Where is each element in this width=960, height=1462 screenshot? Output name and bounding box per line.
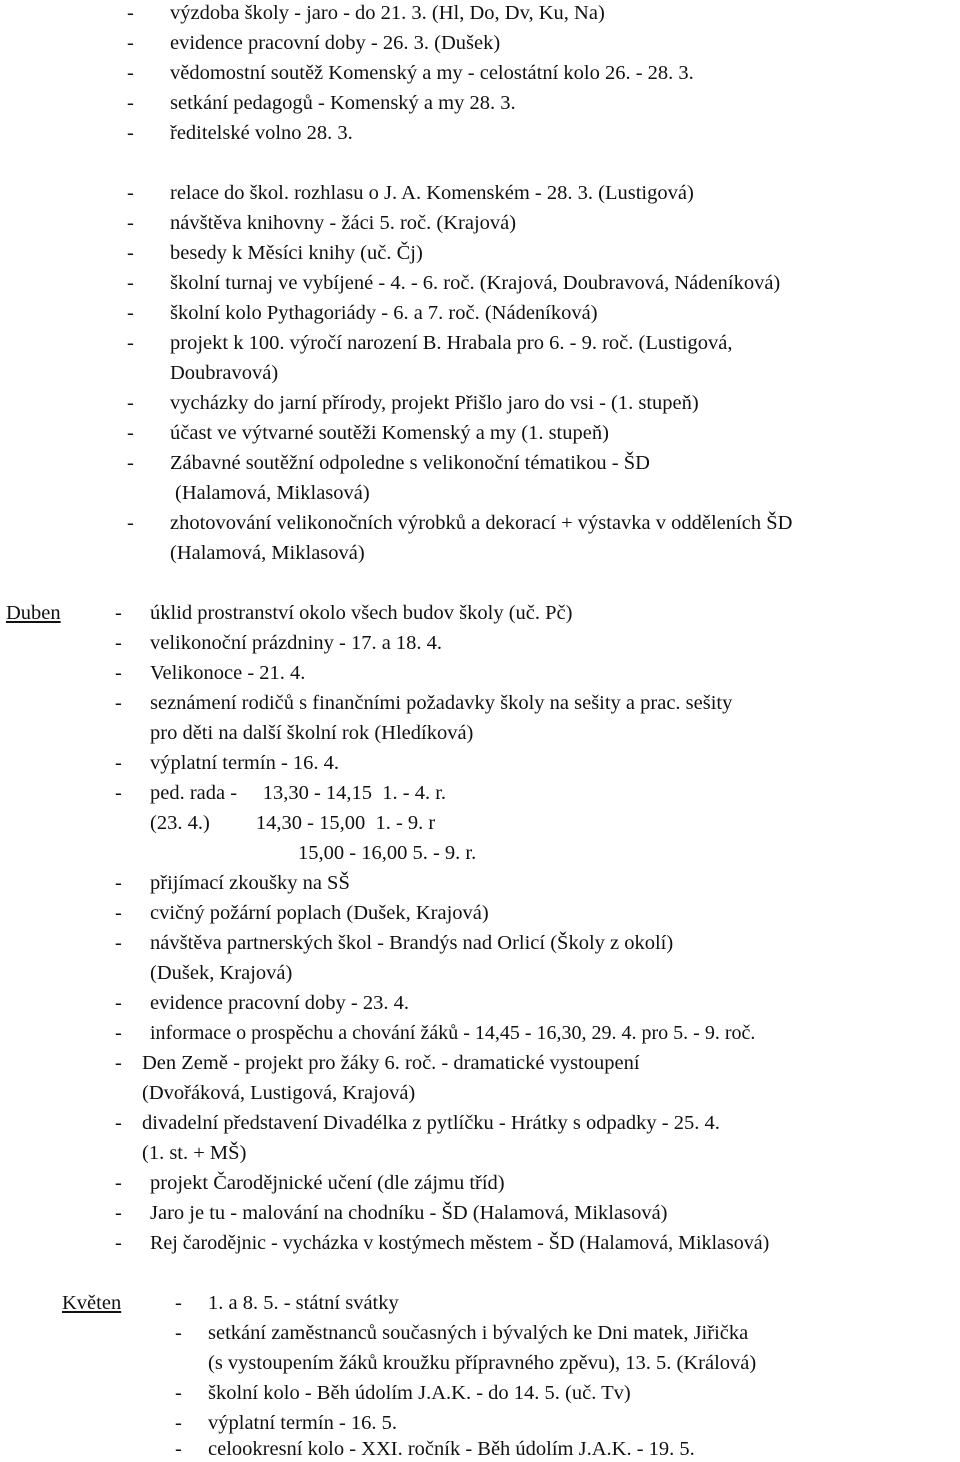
- list-item: účast ve výtvarné soutěži Komenský a my (1. stupeň): [170, 422, 609, 444]
- list-dash: -: [175, 1382, 182, 1404]
- list-dash: -: [127, 212, 134, 234]
- list-item-continuation: (Dvořáková, Lustigová, Krajová): [142, 1082, 416, 1104]
- list-item: návštěva partnerských škol - Brandýs nad Orlicí (Školy z okolí): [150, 932, 674, 954]
- list-item: projekt Čarodějnické učení (dle zájmu tříd): [150, 1172, 505, 1194]
- list-dash: -: [127, 422, 134, 444]
- list-item: evidence pracovní doby - 26. 3. (Dušek): [170, 32, 501, 54]
- list-dash: -: [115, 872, 122, 894]
- list-item: úklid prostranství okolo všech budov školy (uč. Pč): [150, 602, 573, 624]
- list-dash: -: [127, 122, 134, 144]
- list-item: setkání zaměstnanců současných i bývalých ke Dni matek, Jiřička: [208, 1322, 749, 1344]
- list-dash: -: [115, 602, 122, 624]
- list-item: evidence pracovní doby - 23. 4.: [150, 992, 410, 1014]
- list-item: návštěva knihovny - žáci 5. roč. (Krajová): [170, 212, 517, 234]
- list-dash: -: [175, 1412, 182, 1434]
- list-item: Velikonoce - 21. 4.: [150, 662, 306, 684]
- list-item: školní kolo Pythagoriády - 6. a 7. roč. (Nádeníková): [170, 302, 598, 324]
- list-item: školní turnaj ve vybíjené - 4. - 6. roč. (Krajová, Doubravová, Nádeníková): [170, 272, 781, 294]
- list-item: celookresní kolo - XXI. ročník - Běh údolím J.A.K. - 19. 5.: [208, 1438, 695, 1460]
- list-dash: -: [115, 932, 122, 954]
- list-dash: -: [115, 1052, 122, 1074]
- list-dash: -: [127, 32, 134, 54]
- list-item-continuation: (Dušek, Krajová): [150, 962, 293, 984]
- list-item: výplatní termín - 16. 4.: [150, 752, 340, 774]
- list-dash: -: [115, 1172, 122, 1194]
- list-item: přijímací zkoušky na SŠ: [150, 872, 350, 894]
- list-item: zhotovování velikonočních výrobků a dekorací + výstavka v odděleních ŠD: [170, 512, 793, 534]
- list-dash: -: [115, 632, 122, 654]
- list-dash: -: [127, 272, 134, 294]
- list-item-continuation: (Halamová, Miklasová): [175, 482, 370, 504]
- list-dash: -: [127, 242, 134, 264]
- list-item: výplatní termín - 16. 5.: [208, 1412, 398, 1434]
- list-item-continuation: 15,00 - 16,00 5. - 9. r.: [298, 842, 477, 864]
- list-item: vědomostní soutěž Komenský a my - celostátní kolo 26. - 28. 3.: [170, 62, 694, 84]
- list-item: výzdoba školy - jaro - do 21. 3. (Hl, Do, Dv, Ku, Na): [170, 2, 605, 24]
- list-dash: -: [127, 92, 134, 114]
- list-dash: -: [127, 392, 134, 414]
- list-dash: -: [115, 992, 122, 1014]
- list-dash: -: [127, 302, 134, 324]
- list-item: divadelní představení Divadélka z pytlíčku - Hrátky s odpadky - 25. 4.: [142, 1112, 720, 1134]
- list-item: Zábavné soutěžní odpoledne s velikonoční tématikou - ŠD: [170, 452, 650, 474]
- list-item-continuation: Doubravová): [170, 362, 279, 384]
- list-dash: -: [115, 1232, 122, 1254]
- list-item-continuation: pro děti na další školní rok (Hledíková): [150, 722, 474, 744]
- list-item: Den Země - projekt pro žáky 6. roč. - dramatické vystoupení: [142, 1052, 640, 1074]
- list-dash: -: [115, 752, 122, 774]
- list-dash: -: [127, 182, 134, 204]
- list-dash: -: [175, 1292, 182, 1314]
- list-item-continuation: (s vystoupením žáků kroužku přípravného zpěvu), 13. 5. (Králová): [208, 1352, 757, 1374]
- list-dash: -: [115, 692, 122, 714]
- list-item: Rej čarodějnic - vycházka v kostýmech městem - ŠD (Halamová, Miklasová): [150, 1232, 770, 1254]
- list-item: velikonoční prázdniny - 17. a 18. 4.: [150, 632, 443, 654]
- list-item: ped. rada - 13,30 - 14,15 1. - 4. r.: [150, 782, 447, 804]
- list-dash: -: [115, 782, 122, 804]
- list-item: setkání pedagogů - Komenský a my 28. 3.: [170, 92, 516, 114]
- list-item-continuation: (23. 4.) 14,30 - 15,00 1. - 9. r: [150, 812, 436, 834]
- list-dash: -: [127, 332, 134, 354]
- list-item: projekt k 100. výročí narození B. Hrabala pro 6. - 9. roč. (Lustigová,: [170, 332, 733, 354]
- list-item: školní kolo - Běh údolím J.A.K. - do 14. 5. (uč. Tv): [208, 1382, 631, 1404]
- list-item: 1. a 8. 5. - státní svátky: [208, 1292, 399, 1314]
- list-item: relace do škol. rozhlasu o J. A. Komenském - 28. 3. (Lustigová): [170, 182, 694, 204]
- list-dash: -: [115, 1202, 122, 1224]
- list-dash: -: [127, 452, 134, 474]
- month-heading: Květen: [62, 1292, 122, 1314]
- list-item-continuation: (Halamová, Miklasová): [170, 542, 365, 564]
- list-dash: -: [115, 1022, 122, 1044]
- list-item: cvičný požární poplach (Dušek, Krajová): [150, 902, 489, 924]
- list-item: Jaro je tu - malování na chodníku - ŠD (Halamová, Miklasová): [150, 1202, 668, 1224]
- list-item: besedy k Měsíci knihy (uč. Čj): [170, 242, 423, 264]
- list-dash: -: [127, 512, 134, 534]
- list-dash: -: [115, 1112, 122, 1134]
- list-item: vycházky do jarní přírody, projekt Přišlo jaro do vsi - (1. stupeň): [170, 392, 699, 414]
- list-item: informace o prospěchu a chování žáků - 14,45 - 16,30, 29. 4. pro 5. - 9. roč.: [150, 1022, 756, 1044]
- list-dash: -: [115, 902, 122, 924]
- list-dash: -: [175, 1322, 182, 1344]
- month-heading: Duben: [6, 602, 61, 624]
- list-item-continuation: (1. st. + MŠ): [142, 1142, 247, 1164]
- list-item: seznámení rodičů s finančními požadavky školy na sešity a prac. sešity: [150, 692, 733, 714]
- list-dash: -: [115, 662, 122, 684]
- list-dash: -: [127, 2, 134, 24]
- list-dash: -: [175, 1438, 182, 1460]
- list-item: ředitelské volno 28. 3.: [170, 122, 353, 144]
- list-dash: -: [127, 62, 134, 84]
